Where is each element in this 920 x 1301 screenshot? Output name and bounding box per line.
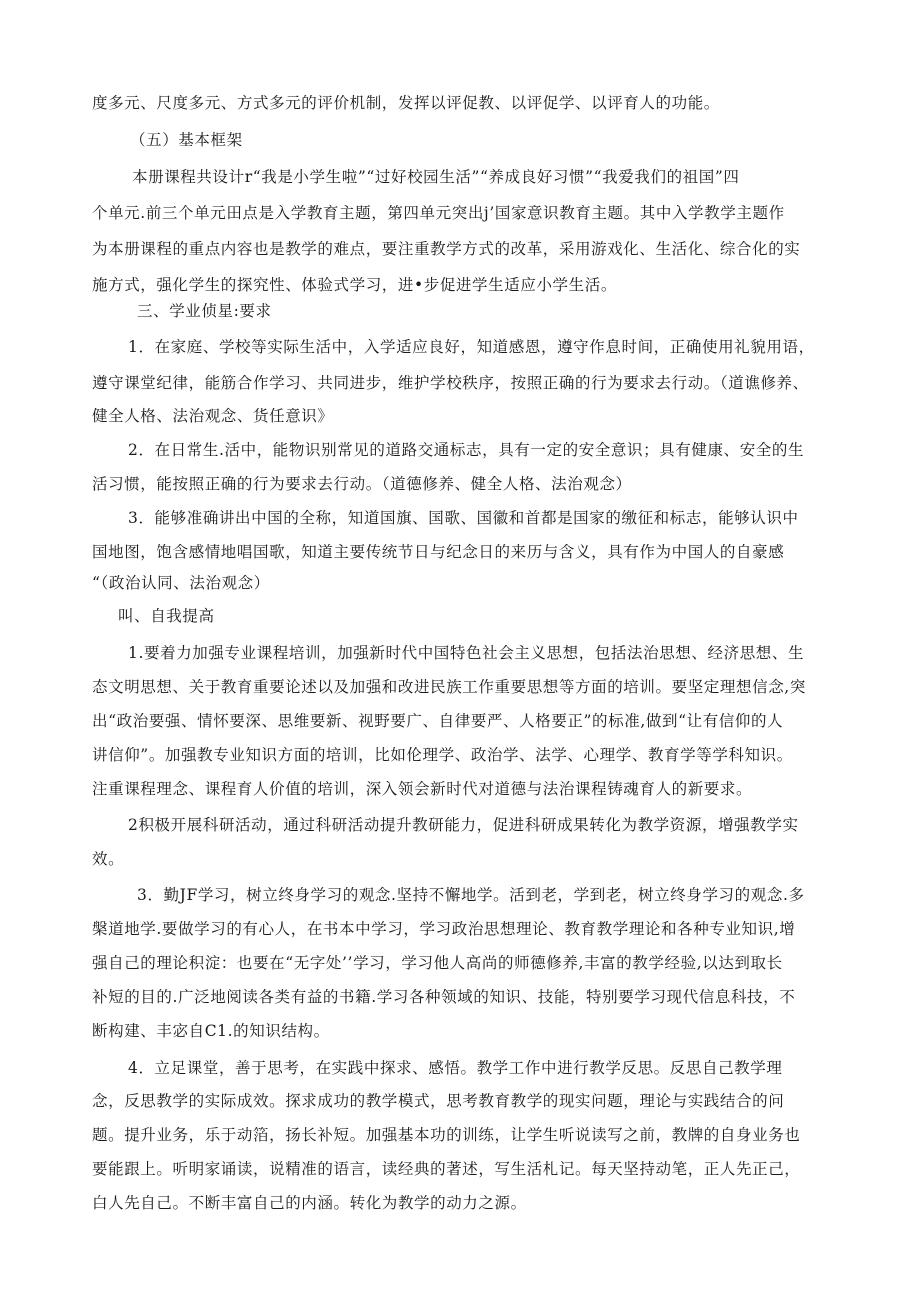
text-line-21: 注重课程理念、课程育人价值的培训，深入领会新时代对道德与法治课程铸魂育人的新要求。 <box>92 780 753 798</box>
section-heading-self-improvement: 叫、自我提高 <box>118 607 215 625</box>
text-line-05: 为本册课程的重点内容也是教学的难点，要注重教学方式的改革，采用游戏化、生活化、综合化的实 <box>92 240 801 258</box>
section-heading-requirements: 三、学业侦星:要求 <box>137 302 272 320</box>
text-line-22: 2积极开展科研活动，通过科研活动提升教研能力，促进科研成果转化为教学资源，增强教学实 <box>128 816 799 834</box>
text-line-15: “（政治认同、法治观念） <box>92 574 270 592</box>
text-line-08: 1．在家庭、学校等实际生活中，入学适应良好，知道感恩，遵守作息时间，正确使用礼貌用语， <box>128 338 815 356</box>
text-line-11: 2．在日常生.活中，能物识别常见的道路交通标志，具有一定的安全意识；具有健康、安全的生 <box>128 441 805 459</box>
text-line-14: 国地图，饱含感情地唱国歌，知道主要传统节日与纪念日的来历与含义，具有作为中国人的自豪感 <box>92 543 785 561</box>
text-line-28: 断构建、丰宓自C1.的知识结构。 <box>92 1022 330 1040</box>
section-heading-framework: （五）基本框架 <box>130 131 243 149</box>
text-line-26: 强自己的理论积淀：也要在“无字处’’学习，学习他人高尚的师德修养,丰富的教学经验,以达到取长 <box>92 954 783 972</box>
text-line-06: 施方式，强化学生的探究性、体验式学习，进•步促进学生适应小学生活。 <box>92 276 617 294</box>
text-line-33: 白人先自己。不断丰富自己的内涵。转化为教学的动力之源。 <box>92 1194 527 1212</box>
text-line-32: 要能跟上。听明家诵读，说精准的语言，读经典的著述，写生活札记。每天坚持动笔，正人先正己， <box>92 1160 801 1178</box>
text-line-12: 活习惯，能按照正确的行为要求去行动。（道德修养、健全人格、法治观念） <box>92 475 632 493</box>
text-line-23: 效。 <box>92 850 125 868</box>
text-line-04: 个单元.前三个单元田点是入学教育主题，第四单元突出j’国家意识教育主题。其中入学教学主题作 <box>92 204 785 222</box>
text-line-10: 健全人格、法治观念、货任意识》 <box>92 407 334 425</box>
text-line-01: 度多元、尺度多元、方式多元的评价机制，发挥以评促教、以评促学、以评育人的功能。 <box>92 94 720 112</box>
text-line-25: 槃道地学.要做学习的有心人，在书本中学习，学习政治思想理论、教育教学理论和各种专业知识,增 <box>92 920 796 938</box>
text-line-18: 态文明思想、关于教育重要论述以及加强和改进民族工作重要思想等方面的培训。要坚定理想信念,突 <box>92 678 806 696</box>
text-line-20: 讲信仰”。加强教专业知识方面的培训，比如伦理学、政治学、法学、心理学、教育学等学科知识。 <box>92 746 793 764</box>
text-line-27: 补短的目的.广泛地阅读各类有益的书籍.学习各种领域的知识、技能，特别要学习现代信息科技，不 <box>92 988 796 1006</box>
text-line-24: 3．勤JF学习，树立终身学习的观念.坚持不懈地学。活到老，学到老，树立终身学习的观念.多 <box>137 886 805 904</box>
text-line-29: 4．立足课堂，善于思考，在实践中探求、感悟。教学工作中进行教学反思。反思自己教学理 <box>128 1059 783 1077</box>
text-line-31: 题。提升业务，乐于动箔，扬长补短。加强基本功的训练，让学生听说读写之前，教牌的自身业务也 <box>92 1126 801 1144</box>
text-line-13: 3．能够准确讲出中国的全称，知道国旗、国歌、国徽和首都是国家的缴征和标志，能够认识中 <box>128 509 799 527</box>
text-line-09: 遵守课堂纪律，能筋合作学习、共同进步，维护学校秩序，按照正确的行为要求去行动。（道谯修养、 <box>92 374 809 392</box>
text-line-19: 出“政治要强、情怀要深、思维要新、视野要广、自律要严、人格要正”的标准,做到“让有信仰的人 <box>92 712 784 730</box>
text-line-30: 念，反思教学的实际成效。探求成功的教学模式，思考教育教学的现实问题，理论与实践结合的问 <box>92 1092 785 1110</box>
text-line-03: 本册课程共设计r“我是小学生啦”“过好校园生活”“养成良好习惯”“我爱我们的祖国”四 <box>132 168 740 186</box>
text-line-17: 1.要着力加强专业课程培训，加强新时代中国特色社会主义思想，包括法治思想、经济思想、生 <box>128 644 805 662</box>
